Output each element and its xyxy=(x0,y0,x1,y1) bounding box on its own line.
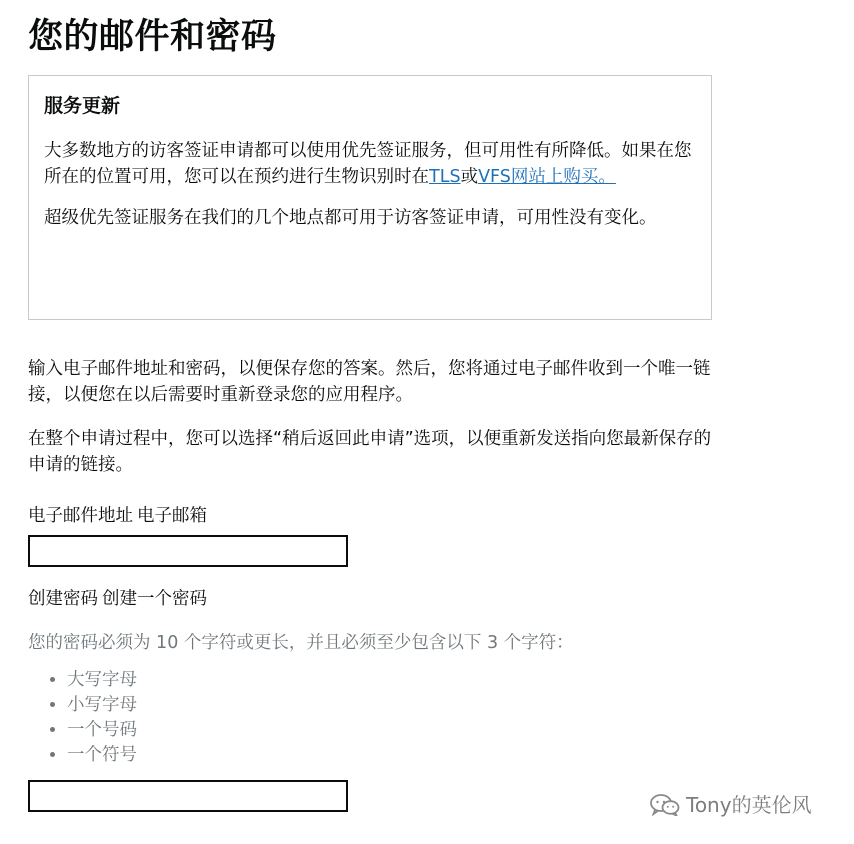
wechat-icon xyxy=(650,794,680,816)
notice-paragraph-2: 超级优先签证服务在我们的几个地点都可用于访客签证申请，可用性没有变化。 xyxy=(44,208,657,228)
vfs-link[interactable]: VFS网站上购买。 xyxy=(478,167,616,187)
email-label xyxy=(28,503,712,529)
page-content xyxy=(28,14,712,812)
intro-paragraph-2: 在整个申请过程中，您可以选择“稍后返回此申请”选项，以便重新发送指向您最新保存的申请的链接。 xyxy=(28,429,712,475)
notice-heading: 服务更新 xyxy=(44,95,121,117)
email-field[interactable] xyxy=(28,535,348,567)
watermark xyxy=(650,793,812,817)
service-update-notice xyxy=(28,75,712,320)
tls-link[interactable]: TLS xyxy=(429,167,461,187)
password-rule-item: • 一个符号 xyxy=(67,743,712,768)
page-title: 您的邮件和密码 xyxy=(28,17,277,57)
password-label-hidden-text: 创建一个密码 xyxy=(102,589,207,609)
password-rules-list xyxy=(28,668,712,768)
intro-paragraph-1: 输入电子邮件地址和密码，以便保存您的答案。然后，您将通过电子邮件收到一个唯一链接，以便您在以后需要时重新登录您的应用程序。 xyxy=(28,359,711,405)
password-label xyxy=(28,586,712,612)
email-label-text: 电子邮件地址 xyxy=(28,506,133,526)
notice-paragraph-1 xyxy=(44,138,696,190)
password-label-text: 创建密码 xyxy=(28,589,98,609)
password-field[interactable] xyxy=(28,780,348,812)
notice-paragraph-1-text: 大多数地方的访客签证申请都可以使用优先签证服务，但可用性有所降低。如果在您所在的位置可用，您可以在预约进行生物识别时在 xyxy=(44,141,692,187)
password-rule-item: • 小写字母 xyxy=(67,693,712,718)
password-hint: 您的密码必须为 10 个字符或更长，并且必须至少包含以下 3 个字符： xyxy=(28,633,574,653)
watermark-text: Tony的英伦风 xyxy=(686,793,812,817)
notice-or-text: 或 xyxy=(460,167,479,187)
password-rule-item: • 大写字母 xyxy=(67,668,712,693)
email-label-hidden-text: 电子邮箱 xyxy=(137,506,207,526)
password-rule-item: • 一个号码 xyxy=(67,718,712,743)
